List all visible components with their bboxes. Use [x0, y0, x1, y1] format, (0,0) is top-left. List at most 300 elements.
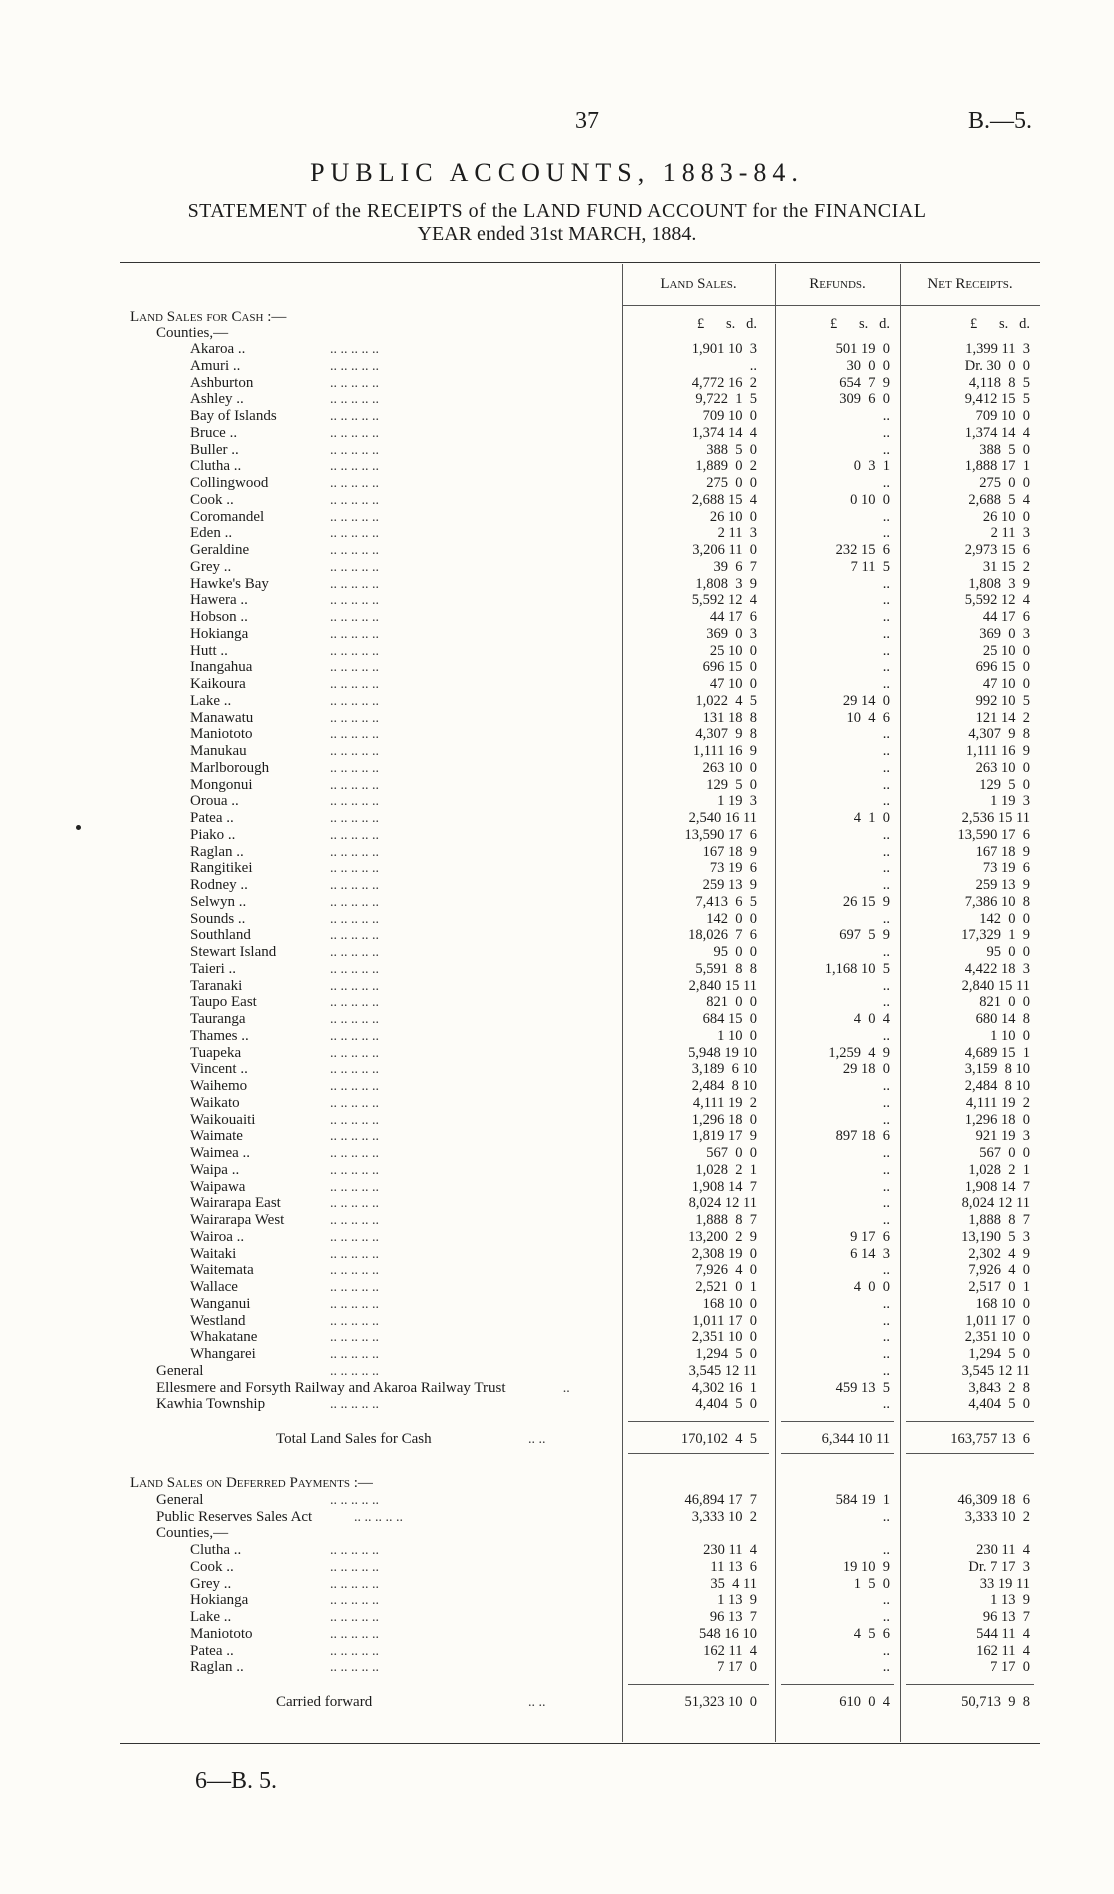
table-row-refund: .. — [882, 642, 890, 659]
leader-dots: .. .. .. .. .. — [330, 777, 379, 793]
leader-dots: .. .. .. .. .. — [330, 1660, 379, 1676]
table-row-label: Mongonui — [190, 776, 253, 793]
table-row-net-receipts: 275 0 0 — [979, 475, 1030, 491]
table-row-refund: .. — [882, 793, 890, 810]
table-row-land-sales: 1,808 3 9 — [695, 575, 757, 592]
table-row-land-sales: 2,521 0 1 — [695, 1279, 757, 1295]
table-row-refund: .. — [882, 1609, 890, 1625]
table-row-land-sales: 142 0 0 — [706, 910, 757, 927]
leader-dots: .. .. .. .. .. — [330, 978, 379, 994]
table-row-net-receipts: 1,888 17 1 — [964, 458, 1030, 475]
table-row-net-receipts: 680 14 8 — [975, 1011, 1030, 1027]
table-row-net-receipts: 921 19 3 — [975, 1128, 1030, 1145]
leader-dots: .. .. .. .. .. — [330, 559, 379, 575]
total-rule — [628, 1453, 769, 1454]
table-row-net-receipts: 1,888 8 7 — [968, 1212, 1030, 1228]
table-row-net-receipts: 3,545 12 11 — [961, 1362, 1030, 1379]
table-row-land-sales: 25 10 0 — [709, 642, 757, 659]
table-row-net-receipts: 709 10 0 — [975, 408, 1030, 424]
total-rule — [781, 1453, 894, 1454]
table-row-refund: .. — [882, 475, 890, 491]
table-row-net-receipts: 2,688 5 4 — [968, 491, 1030, 508]
table-row-net-receipts: 1,399 11 3 — [965, 341, 1030, 357]
signature-mark: 6—B. 5. — [195, 1768, 278, 1794]
table-row-land-sales: 263 10 0 — [702, 759, 757, 776]
document-reference: B.—5. — [968, 108, 1033, 134]
leader-dots: .. .. .. .. .. — [330, 492, 379, 508]
table-row-land-sales: 162 11 4 — [703, 1642, 757, 1659]
table-row-net-receipts: 263 10 0 — [975, 759, 1030, 776]
table-row-label: Hobson .. — [190, 609, 248, 625]
leader-dots: .. .. .. .. .. — [330, 1576, 379, 1592]
table-row-land-sales: 13,590 17 6 — [684, 826, 757, 843]
leader-dots: .. .. .. .. .. — [330, 1363, 379, 1379]
table-row-refund: .. — [882, 1111, 890, 1128]
table-row-land-sales: 35 4 11 — [710, 1575, 757, 1592]
table-row-net-receipts: 7 17 0 — [990, 1659, 1030, 1676]
table-row-land-sales: 2,688 15 4 — [691, 491, 757, 508]
table-row-land-sales: 95 0 0 — [713, 944, 757, 960]
table-row-label: Waitaki — [190, 1245, 237, 1262]
table-row-refund: 10 4 6 — [846, 709, 890, 726]
leader-dots: .. .. .. .. .. — [330, 1313, 379, 1329]
leader-dots: .. .. .. .. .. — [330, 1079, 379, 1094]
table-row-net-receipts: 46,309 18 6 — [957, 1491, 1030, 1508]
table-row-label: Whakatane — [190, 1329, 258, 1346]
leader-dots: .. .. .. .. .. — [330, 660, 379, 676]
table-row-refund: .. — [882, 1094, 890, 1111]
table-row-net-receipts: 4,307 9 8 — [968, 726, 1030, 743]
table-row-land-sales: 388 5 0 — [706, 441, 757, 458]
table-row-net-receipts: 2,351 10 0 — [964, 1329, 1030, 1346]
table-row-label: Waitemata — [190, 1262, 254, 1279]
leader-dots: .. .. .. .. .. — [330, 1263, 379, 1279]
table-row-land-sales: 1,011 17 0 — [692, 1312, 757, 1329]
table-row-net-receipts: 26 10 0 — [982, 508, 1030, 525]
leader-dots: .. .. .. .. .. — [330, 392, 379, 408]
table-row-label: Hawke's Bay — [190, 575, 269, 592]
leader-dots: .. .. .. .. .. — [330, 1229, 379, 1245]
table-row-label: Wairarapa East — [190, 1195, 281, 1212]
statement-heading-line2: YEAR ended 31st MARCH, 1884. — [417, 223, 697, 245]
table-row-net-receipts: 2,536 15 11 — [961, 810, 1030, 826]
table-row-label: Lake .. — [190, 1609, 232, 1625]
table-row-land-sales: 8,024 12 11 — [688, 1195, 757, 1212]
counties-label: Counties,— — [156, 1525, 229, 1542]
table-row-land-sales: 4,307 9 8 — [695, 726, 757, 743]
leader-dots: .. .. .. .. .. — [330, 1296, 379, 1312]
table-row-label: Inangahua — [190, 659, 253, 676]
table-row-land-sales: 1,294 5 0 — [695, 1346, 757, 1362]
table-row-net-receipts: Dr. 30 0 0 — [964, 357, 1030, 374]
table-row-refund: .. — [882, 1295, 890, 1312]
table-row-label: Waikato — [190, 1094, 240, 1111]
leader-dots: .. .. .. .. .. — [330, 358, 379, 374]
table-row-label: Amuri .. — [190, 357, 241, 374]
table-row-refund: .. — [882, 1508, 890, 1525]
table-row-label: Vincent .. — [190, 1061, 248, 1078]
table-row-refund: .. — [882, 877, 890, 893]
leader-dots: .. .. .. .. .. — [330, 409, 379, 424]
table-row-land-sales: 275 0 0 — [706, 475, 757, 491]
table-row-label: Waipawa — [190, 1178, 246, 1195]
table-row-refund: 4 0 4 — [853, 1011, 890, 1027]
table-row-refund: .. — [882, 843, 890, 860]
table-row-net-receipts: 162 11 4 — [976, 1642, 1030, 1659]
table-row-refund: .. — [882, 575, 890, 592]
table-row-refund: 501 19 0 — [835, 341, 890, 357]
table-row-net-receipts: 1,374 14 4 — [964, 424, 1030, 441]
header-rule — [622, 305, 1040, 306]
leader-dots: .. .. .. .. .. — [330, 1179, 379, 1195]
table-row-label: Eden .. — [190, 525, 233, 542]
table-row-land-sales: 1,819 17 9 — [691, 1128, 757, 1145]
table-row-net-receipts: 31 15 2 — [982, 558, 1030, 575]
leader-dots: .. .. .. .. .. — [330, 1643, 379, 1659]
table-row-net-receipts: 1,294 5 0 — [968, 1346, 1030, 1362]
table-row-refund: .. — [882, 424, 890, 441]
leader-dots: .. .. .. .. .. — [330, 576, 379, 592]
table-row-land-sales: 9,722 1 5 — [695, 391, 757, 408]
table-row-land-sales: 1,908 14 7 — [691, 1178, 757, 1195]
table-row-refund: .. — [882, 592, 890, 609]
table-row-refund: .. — [882, 625, 890, 642]
page-number: 37 — [575, 108, 599, 134]
leader-dots: .. .. .. .. .. — [330, 1062, 379, 1078]
table-row-land-sales: 1,028 2 1 — [695, 1161, 757, 1178]
leader-dots: .. .. .. .. .. — [330, 626, 379, 642]
table-row-net-receipts: 9,412 15 5 — [964, 391, 1030, 408]
column-header-refunds: Refunds. — [809, 276, 866, 292]
table-row-net-receipts: 8,024 12 11 — [961, 1195, 1030, 1212]
table-row-net-receipts: 13,190 5 3 — [961, 1228, 1030, 1245]
leader-dots: .. .. .. .. .. — [330, 1610, 379, 1625]
table-row-label: General — [156, 1491, 204, 1508]
table-row-net-receipts: 4,422 18 3 — [964, 960, 1030, 977]
table-row-refund: .. — [882, 1027, 890, 1044]
table-row-label: Raglan .. — [190, 843, 244, 860]
table-row-refund: 4 0 0 — [853, 1279, 890, 1295]
total-rule — [628, 1684, 769, 1685]
table-row-label: Geraldine — [190, 542, 250, 558]
leader-dots: .. .. .. .. .. — [330, 827, 379, 843]
table-row-land-sales: 168 10 0 — [702, 1295, 757, 1312]
table-row-net-receipts: 2,840 15 11 — [961, 977, 1030, 994]
total-label: Total Land Sales for Cash — [276, 1431, 432, 1447]
table-row-refund: .. — [882, 676, 890, 692]
table-row-land-sales: 2,351 10 0 — [691, 1329, 757, 1346]
table-row-label: Taupo East — [190, 994, 257, 1011]
table-row-refund: 29 18 0 — [842, 1061, 890, 1078]
table-row-land-sales: 47 10 0 — [709, 676, 757, 692]
table-row-net-receipts: 369 0 3 — [979, 625, 1030, 642]
table-row-net-receipts: 5,592 12 4 — [964, 592, 1030, 609]
table-row-net-receipts: 17,329 1 9 — [961, 927, 1030, 944]
total-rule — [628, 1421, 769, 1422]
table-row-label: Grey .. — [190, 558, 232, 575]
table-row-net-receipts: 3,159 8 10 — [964, 1061, 1030, 1078]
leader-dots: .. .. .. .. .. — [330, 760, 379, 776]
table-row-land-sales: 2,484 8 10 — [691, 1078, 757, 1094]
table-row-label: Waimate — [190, 1128, 243, 1145]
carried-forward-net-receipts: 50,713 9 8 — [961, 1694, 1030, 1710]
table-row-land-sales: 39 6 7 — [713, 558, 757, 575]
table-row-land-sales: 1,888 8 7 — [695, 1212, 757, 1228]
leader-dots: .. .. .. .. .. — [330, 1012, 379, 1027]
leader-dots: .. .. .. .. .. — [330, 945, 379, 960]
table-row-label: Selwyn .. — [190, 893, 247, 910]
table-row-refund: 654 7 9 — [839, 374, 890, 391]
table-row-refund: .. — [882, 1262, 890, 1279]
leader-dots: .. .. .. .. .. — [330, 811, 379, 826]
leader-dots: .. .. .. .. .. — [330, 610, 379, 625]
table-row-land-sales: 13,200 2 9 — [688, 1228, 757, 1245]
table-row-refund: 232 15 6 — [835, 542, 890, 558]
ink-mark — [76, 825, 81, 830]
table-row-label: Southland — [190, 927, 251, 944]
table-row-label: Waikouaiti — [190, 1111, 256, 1128]
table-row-land-sales: 129 5 0 — [706, 776, 757, 793]
table-row-land-sales: 230 11 4 — [703, 1542, 757, 1558]
table-row-net-receipts: 96 13 7 — [982, 1609, 1030, 1625]
table-row-land-sales: 18,026 7 6 — [688, 927, 757, 944]
table-row-land-sales: 1,374 14 4 — [691, 424, 757, 441]
table-row-refund: .. — [882, 1195, 890, 1212]
table-row-label: General — [156, 1362, 204, 1379]
table-row-refund: 6 14 3 — [850, 1245, 890, 1262]
leader-dots: .. .. .. .. .. — [354, 1509, 403, 1525]
table-row-label: Taieri .. — [190, 960, 237, 977]
table-row-refund: .. — [882, 1161, 890, 1178]
table-row-land-sales: 3,545 12 11 — [688, 1362, 757, 1379]
table-row-label: Bay of Islands — [190, 408, 277, 424]
table-row-land-sales: 2,308 19 0 — [691, 1245, 757, 1262]
table-row-land-sales: .. — [749, 357, 757, 374]
leader-dots: .. .. — [528, 1695, 546, 1710]
table-row-refund: .. — [882, 1329, 890, 1346]
leader-dots: .. .. .. .. .. — [330, 911, 379, 927]
table-row-label: Buller .. — [190, 441, 239, 458]
leader-dots: .. .. .. .. .. — [330, 1213, 379, 1228]
table-row-net-receipts: 1,011 17 0 — [965, 1312, 1030, 1329]
total-rule — [906, 1453, 1034, 1454]
statement-heading-line1: STATEMENT of the RECEIPTS of the LAND FUND ACCOUNT for the FINANCIAL — [187, 200, 927, 222]
leader-dots: .. .. .. .. .. — [330, 995, 379, 1011]
table-row-net-receipts: 544 11 4 — [976, 1625, 1030, 1642]
table-row-land-sales: 167 18 9 — [702, 843, 757, 860]
table-row-label: Wallace — [190, 1279, 238, 1295]
table-row-land-sales: 2,840 15 11 — [688, 977, 757, 994]
table-row-label: Bruce .. — [190, 424, 238, 441]
total-rule — [781, 1684, 894, 1685]
leader-dots: .. .. .. .. .. — [330, 509, 379, 525]
table-row-label: Maniototo — [190, 1625, 253, 1642]
table-row-net-receipts: 388 5 0 — [979, 441, 1030, 458]
table-row-refund: .. — [882, 1542, 890, 1558]
table-row-net-receipts: 7,926 4 0 — [968, 1262, 1030, 1279]
table-row-land-sales: 131 18 8 — [702, 709, 757, 726]
table-row-land-sales: 3,333 10 2 — [691, 1508, 757, 1525]
carried-forward-label: Carried forward — [276, 1694, 373, 1710]
table-row-label: Waimea .. — [190, 1145, 251, 1161]
table-row-label: Wanganui — [190, 1295, 251, 1312]
table-row-refund: .. — [882, 1145, 890, 1161]
table-row-refund: 697 5 9 — [839, 927, 890, 944]
table-row-refund: 0 3 1 — [853, 458, 890, 475]
table-row-label: Clutha .. — [190, 458, 242, 475]
leader-dots: .. .. .. .. .. — [330, 1543, 379, 1558]
leader-dots: .. .. .. .. .. — [330, 643, 379, 659]
table-row-refund: 1 5 0 — [853, 1575, 890, 1592]
table-row-label: Hutt .. — [190, 642, 228, 659]
table-row-label: Stewart Island — [190, 944, 277, 960]
table-row-refund: 309 6 0 — [839, 391, 890, 408]
leader-dots: .. .. .. .. .. — [330, 961, 379, 977]
table-row-land-sales: 1,022 4 5 — [695, 692, 757, 709]
table-row-label: Whangarei — [190, 1346, 256, 1362]
table-row-land-sales: 567 0 0 — [706, 1145, 757, 1161]
table-row-net-receipts: 1 13 9 — [990, 1592, 1030, 1609]
table-row-land-sales: 11 13 6 — [710, 1558, 757, 1575]
total-net-receipts: 163,757 13 6 — [950, 1431, 1030, 1447]
table-row-refund: 459 13 5 — [835, 1379, 890, 1396]
table-row-label: Akaroa .. — [190, 341, 246, 357]
leader-dots: .. .. .. .. .. — [330, 1112, 379, 1128]
carried-forward-land-sales: 51,323 10 0 — [684, 1694, 757, 1710]
leader-dots: .. .. .. .. .. — [330, 1397, 379, 1413]
table-row-land-sales: 7,413 6 5 — [695, 893, 757, 910]
table-row-label: Waihemo — [190, 1078, 248, 1094]
total-rule — [906, 1421, 1034, 1422]
table-row-net-receipts: 167 18 9 — [975, 843, 1030, 860]
leader-dots: .. .. .. .. .. — [330, 1162, 379, 1178]
table-row-label: Tauranga — [190, 1011, 246, 1027]
leader-dots: .. .. .. .. .. — [330, 1146, 379, 1161]
table-row-land-sales: 1 10 0 — [717, 1027, 757, 1044]
table-row-land-sales: 369 0 3 — [706, 625, 757, 642]
table-row-refund: .. — [882, 726, 890, 743]
currency-head: £ s. d. — [696, 316, 757, 332]
leader-dots: .. .. .. .. .. — [330, 878, 379, 893]
table-row-land-sales: 821 0 0 — [706, 994, 757, 1011]
carried-forward-refund: 610 0 4 — [839, 1694, 890, 1710]
table-row-land-sales: 4,302 16 1 — [691, 1379, 757, 1396]
table-row-refund: .. — [882, 1659, 890, 1676]
leader-dots: .. .. .. .. .. — [330, 727, 379, 743]
table-row-net-receipts: 821 0 0 — [979, 994, 1030, 1011]
table-row-net-receipts: 230 11 4 — [976, 1542, 1030, 1558]
table-row-label: Lake .. — [190, 692, 232, 709]
table-row-label: Maniototo — [190, 726, 253, 743]
table-row-net-receipts: 4,111 19 2 — [965, 1094, 1030, 1111]
table-row-label: Westland — [190, 1312, 246, 1329]
table-row-refund: 4 1 0 — [853, 810, 890, 826]
leader-dots: .. .. .. .. .. — [330, 1045, 379, 1061]
table-row-label: Hokianga — [190, 1592, 249, 1609]
table-row-net-receipts: 1,808 3 9 — [968, 575, 1030, 592]
table-row-net-receipts: 121 14 2 — [975, 709, 1030, 726]
table-row-refund: .. — [882, 944, 890, 960]
leader-dots: .. .. .. .. .. — [330, 1347, 379, 1362]
table-row-refund: 1,259 4 9 — [828, 1044, 890, 1061]
table-row-land-sales: 4,404 5 0 — [695, 1396, 757, 1413]
table-row-land-sales: 3,189 6 10 — [691, 1061, 757, 1078]
table-row-label: Patea .. — [190, 1642, 234, 1659]
table-row-land-sales: 5,948 19 10 — [688, 1044, 757, 1061]
section-title: Land Sales for Cash :— — [130, 309, 287, 325]
table-row-net-receipts: 2,484 8 10 — [964, 1078, 1030, 1094]
table-row-net-receipts: 1,028 2 1 — [968, 1161, 1030, 1178]
table-row-net-receipts: 567 0 0 — [979, 1145, 1030, 1161]
table-row-refund: .. — [882, 910, 890, 927]
table-row-refund: .. — [882, 508, 890, 525]
leader-dots: .. .. .. .. .. — [330, 442, 379, 458]
table-row-refund: .. — [882, 776, 890, 793]
table-row-refund: .. — [882, 1362, 890, 1379]
leader-dots: .. .. .. .. .. — [330, 1246, 379, 1262]
table-row-label: Piako .. — [190, 826, 236, 843]
table-row-refund: 9 17 6 — [850, 1228, 890, 1245]
table-row-net-receipts: 1 19 3 — [990, 793, 1030, 810]
table-row-net-receipts: 168 10 0 — [975, 1295, 1030, 1312]
leader-dots: .. .. .. .. .. — [330, 894, 379, 910]
table-row-label: Ashburton — [190, 374, 254, 391]
table-row-label: Public Reserves Sales Act — [156, 1508, 313, 1525]
leader-dots: .. .. .. .. .. — [330, 1095, 379, 1111]
table-row-label: Thames .. — [190, 1027, 249, 1044]
leader-dots: .. .. .. .. .. — [330, 1626, 379, 1642]
table-row-net-receipts: 129 5 0 — [979, 776, 1030, 793]
leader-dots: .. .. .. .. .. — [330, 1028, 379, 1044]
table-row-refund: 29 14 0 — [842, 692, 890, 709]
table-row-refund: .. — [882, 441, 890, 458]
table-row-land-sales: 7,926 4 0 — [695, 1262, 757, 1279]
table-row-land-sales: 1,111 16 9 — [692, 743, 757, 759]
table-row-land-sales: 1,296 18 0 — [691, 1111, 757, 1128]
table-row-label: Ellesmere and Forsyth Railway and Akaroa Railway Trust — [156, 1379, 506, 1396]
table-row-label: Waipa .. — [190, 1161, 240, 1178]
table-row-refund: 1,168 10 5 — [824, 960, 890, 977]
leader-dots: .. .. .. .. .. — [330, 844, 379, 860]
table-row-land-sales: 1 19 3 — [717, 793, 757, 810]
table-row-land-sales: 2,540 16 11 — [688, 810, 757, 826]
total-refund: 6,344 10 11 — [821, 1431, 890, 1447]
table-row-land-sales: 1,889 0 2 — [695, 458, 757, 475]
table-row-label: Manawatu — [190, 709, 254, 726]
column-header-land-sales: Land Sales. — [660, 276, 737, 292]
table-row-net-receipts: 95 0 0 — [986, 944, 1030, 960]
table-row-net-receipts: 1,296 18 0 — [964, 1111, 1030, 1128]
table-row-land-sales: 26 10 0 — [709, 508, 757, 525]
column-header-net-receipts: Net Receipts. — [927, 276, 1013, 292]
currency-head: £ s. d. — [829, 316, 890, 332]
leader-dots: .. .. .. .. .. — [330, 1280, 379, 1295]
table-row-net-receipts: 4,118 8 5 — [968, 374, 1030, 391]
table-row-land-sales: 5,592 12 4 — [691, 592, 757, 609]
table-row-land-sales: 1 13 9 — [717, 1592, 757, 1609]
table-row-net-receipts: 1,111 16 9 — [965, 743, 1030, 759]
table-row-label: Marlborough — [190, 759, 270, 776]
leader-dots: .. .. .. .. .. — [330, 425, 379, 441]
table-row-land-sales: 709 10 0 — [702, 408, 757, 424]
table-row-refund: .. — [882, 1178, 890, 1195]
table-row-refund: 26 15 9 — [842, 893, 890, 910]
table-row-refund: .. — [882, 826, 890, 843]
table-row-label: Rangitikei — [190, 860, 253, 877]
table-row-refund: 4 5 6 — [853, 1625, 890, 1642]
table-row-refund: .. — [882, 1312, 890, 1329]
table-row-label: Hokianga — [190, 625, 249, 642]
